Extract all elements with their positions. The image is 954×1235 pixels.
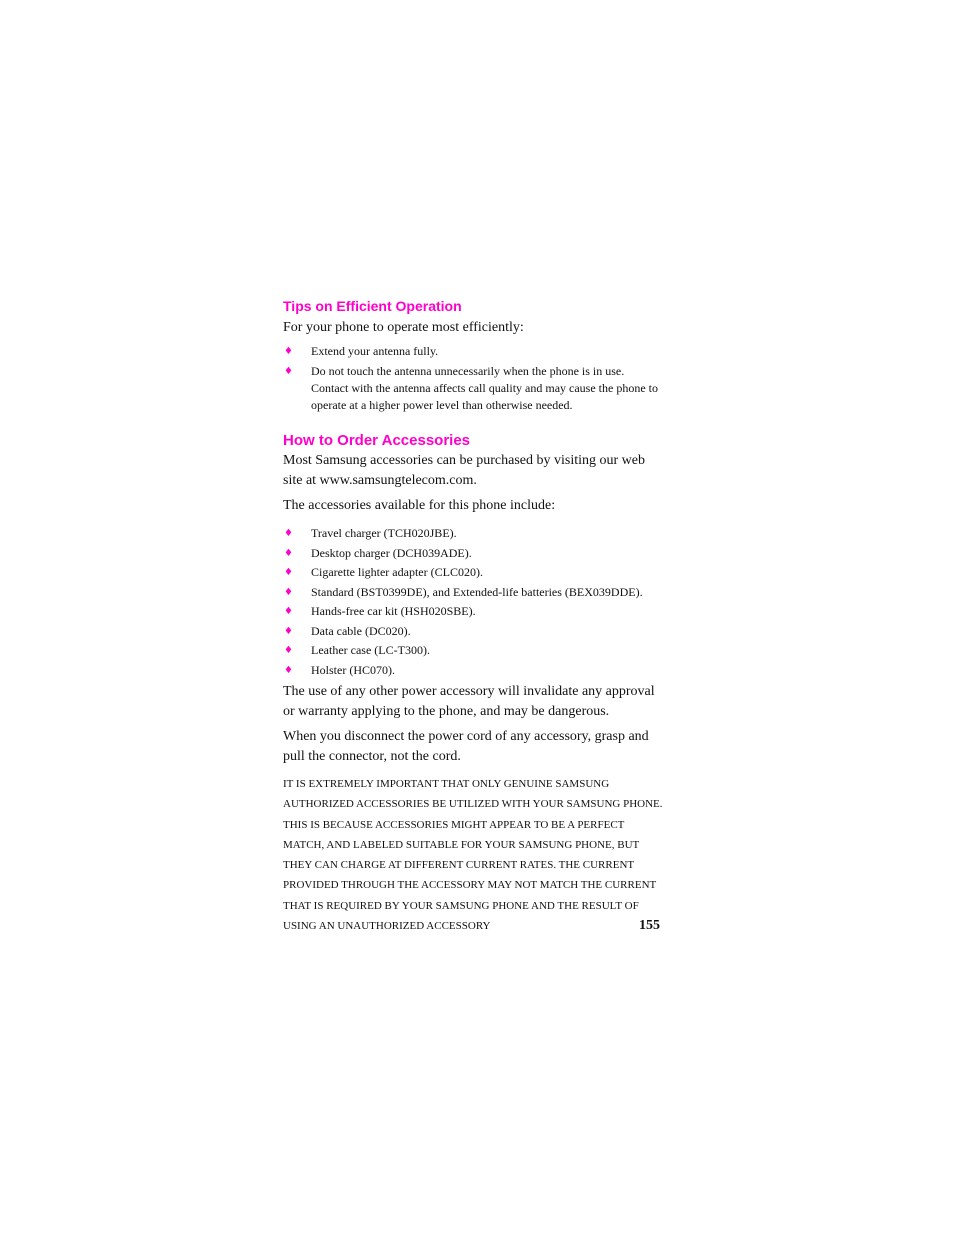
page-content — [283, 296, 663, 936]
diamond-bullet-icon: ♦ — [284, 346, 293, 357]
diamond-bullet-icon: ♦ — [284, 528, 293, 539]
list-item: ♦ Holster (HC070). — [283, 661, 663, 681]
list-item: ♦ Data cable (DC020). — [283, 622, 663, 642]
tips-intro: For your phone to operate most efficiently: — [283, 320, 524, 335]
list-item: ♦ Leather case (LC-T300). — [283, 641, 663, 661]
accessories-intro: Most Samsung accessories can be purchased by visiting our web site at www.samsungtelecom.com. — [283, 453, 645, 488]
list-item: ♦ Travel charger (TCH020JBE). — [283, 524, 663, 544]
section-title: How to Order Accessories — [283, 432, 471, 449]
accessories-list — [283, 524, 663, 680]
diamond-bullet-icon: ♦ — [284, 664, 293, 676]
diamond-bullet-icon: ♦ — [284, 547, 293, 559]
list-item: ♦ Hands-free car kit (HSH020SBE). — [283, 602, 663, 622]
diamond-bullet-icon: ♦ — [284, 366, 293, 377]
tips-heading: Tips on Efficient Operation — [283, 298, 462, 314]
disconnect-paragraph: When you disconnect the power cord of any accessory, grasp and pull the connector, not the cord. — [283, 729, 649, 764]
list-item: ♦ Do not touch the antenna unnecessarily when the phone is in use. Contact with the antenna affects call quality and may cause the phone to operate at a higher power level than otherwise needed. — [284, 364, 658, 412]
accessories-available: The accessories available for this phone include: — [283, 498, 556, 513]
diamond-bullet-icon: ♦ — [284, 586, 293, 598]
diamond-bullet-icon: ♦ — [284, 645, 293, 656]
diamond-bullet-icon: ♦ — [284, 625, 293, 637]
caps-notice: IT IS EXTREMELY IMPORTANT THAT ONLY GENUINE SAMSUNG AUTHORIZED ACCESSORIES BE UTILIZED WITH YOUR SAMSUNG PHONE. THIS IS BECAUSE ACCESSORIES MIGHT APPEAR TO BE A PERFECT MATCH, AND LABELED SUITABLE FOR YOUR SAMSUNG PHONE, BUT THEY CAN CHARGE AT DIFFERENT CURRENT RATES. THE CURRENT PROVIDED THROUGH THE ACCESSORY MAY NOT MATCH THE CURRENT THAT IS REQUIRED BY YOUR SAMSUNG PHONE AND THE RESULT OF USING AN UNAUTHORIZED ACCESSORY — [283, 778, 663, 933]
list-item: ♦ Extend your antenna fully. — [284, 344, 439, 358]
warning-paragraph: The use of any other power accessory will invalidate any approval or warranty applying to the phone, and may be dangerous. — [283, 684, 655, 719]
list-item: ♦ Cigarette lighter adapter (CLC020). — [283, 563, 663, 583]
diamond-bullet-icon: ♦ — [284, 567, 293, 578]
page-number: 155 — [639, 918, 660, 933]
tips-list — [283, 343, 663, 414]
list-item: ♦ Desktop charger (DCH039ADE). — [283, 544, 663, 564]
diamond-bullet-icon: ♦ — [284, 606, 293, 617]
list-item: ♦ Standard (BST0399DE), and Extended-life batteries (BEX039DDE). — [283, 583, 663, 603]
